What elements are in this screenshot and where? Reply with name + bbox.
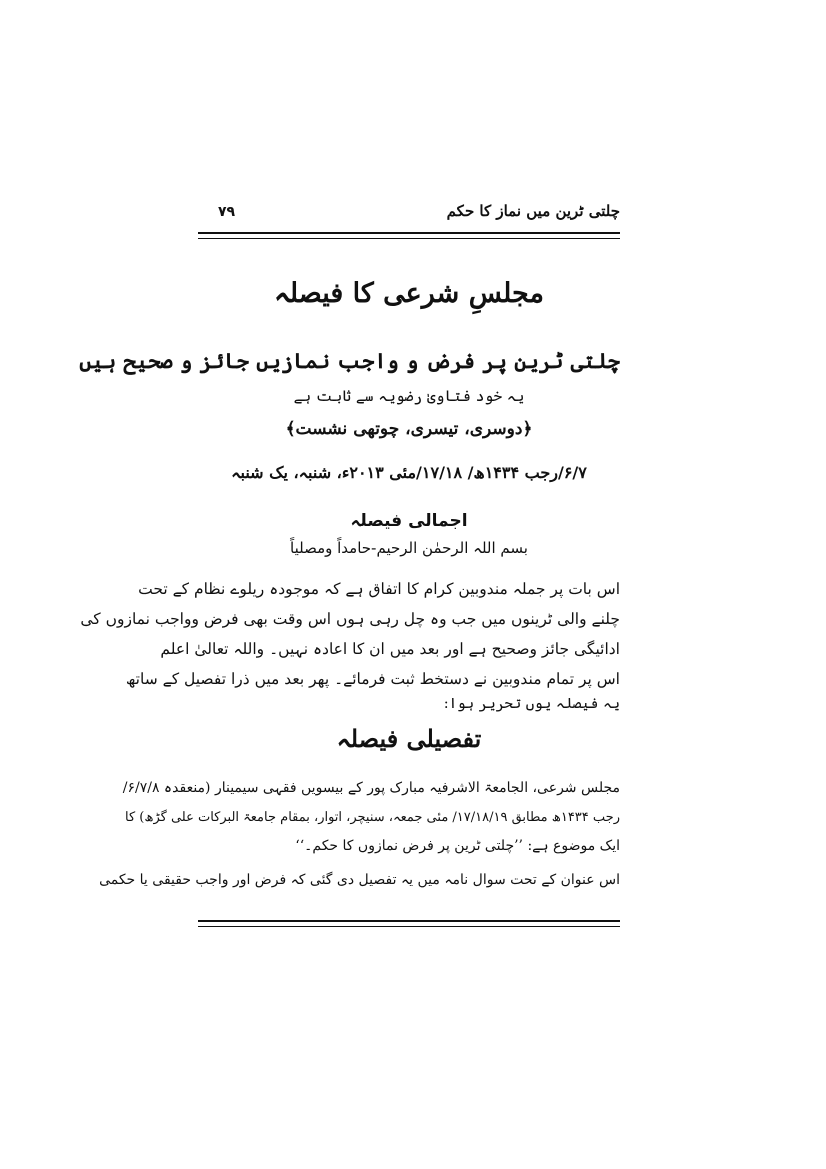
session-line: ﴿دوسری، تیسری، چوتھی نشست﴾ bbox=[285, 419, 533, 439]
detail-line: ایک موضوع ہے: ’’چلتی ٹرین پر فرض نمازوں کا حکم۔‘‘ bbox=[295, 838, 620, 854]
detail-heading: تفصیلی فیصلہ bbox=[336, 724, 482, 753]
page-number: ۷۹ bbox=[218, 204, 236, 220]
proof-line: یہ خود فتاویٰ رضویہ سے ثابت ہے bbox=[293, 387, 525, 405]
detail-line: اس عنوان کے تحت سوال نامہ میں یہ تفصیل دی گئی کہ فرض اور واجب حقیقی یا حکمی bbox=[99, 872, 620, 888]
subtitle: چلتی ٹرین پر فرض و واجب نمازیں جائز و صحیح ہیں bbox=[79, 348, 620, 373]
summary-line: اس پر تمام مندوبین نے دستخط ثبت فرمائے۔ پھر بعد میں ذرا تفصیل کے ساتھ bbox=[125, 670, 620, 688]
summary-line: ادائیگی جائز وصحیح ہے اور بعد میں ان کا اعادہ نہیں۔ واللہ تعالیٰ اعلم bbox=[160, 640, 620, 658]
summary-heading: اجمالی فیصلہ bbox=[350, 511, 468, 531]
footer-divider bbox=[198, 920, 620, 927]
summary-line: یہ فیصلہ یوں تحریر ہوا: bbox=[443, 696, 620, 712]
running-title: چلتی ٹرین میں نماز کا حکم bbox=[446, 202, 620, 220]
page-title: مجلسِ شرعی کا فیصلہ bbox=[274, 278, 544, 309]
header-divider bbox=[198, 232, 620, 239]
date-line: ۶/۷/رجب ۱۴۳۴ھ/ ۱۷/۱۸/مئی ۲۰۱۳ء، شنبہ، یک شنبہ bbox=[231, 463, 587, 482]
summary-line: چلنے والی ٹرینوں میں جب وہ چل رہی ہوں اس وقت بھی فرض وواجب نمازوں کی bbox=[80, 610, 620, 628]
detail-line: مجلس شرعی، الجامعۃ الاشرفیہ مبارک پور کے بیسویں فقہی سیمینار (منعقدہ ۶/۷/۸/ bbox=[122, 780, 620, 796]
book-page bbox=[79, 196, 620, 936]
bismillah-line: بسم اللہ الرحمٰن الرحیم-حامداً ومصلیاً bbox=[290, 539, 528, 557]
running-header bbox=[198, 196, 620, 232]
summary-line: اس بات پر جملہ مندوبین کرام کا اتفاق ہے کہ موجودہ ریلوے نظام کے تحت bbox=[138, 580, 620, 598]
detail-line: رجب ۱۴۳۴ھ مطابق ۱۷/۱۸/۱۹/ مئی جمعہ، سنیچر، اتوار، بمقام جامعۃ البرکات علی گڑھ) کا bbox=[125, 810, 620, 825]
